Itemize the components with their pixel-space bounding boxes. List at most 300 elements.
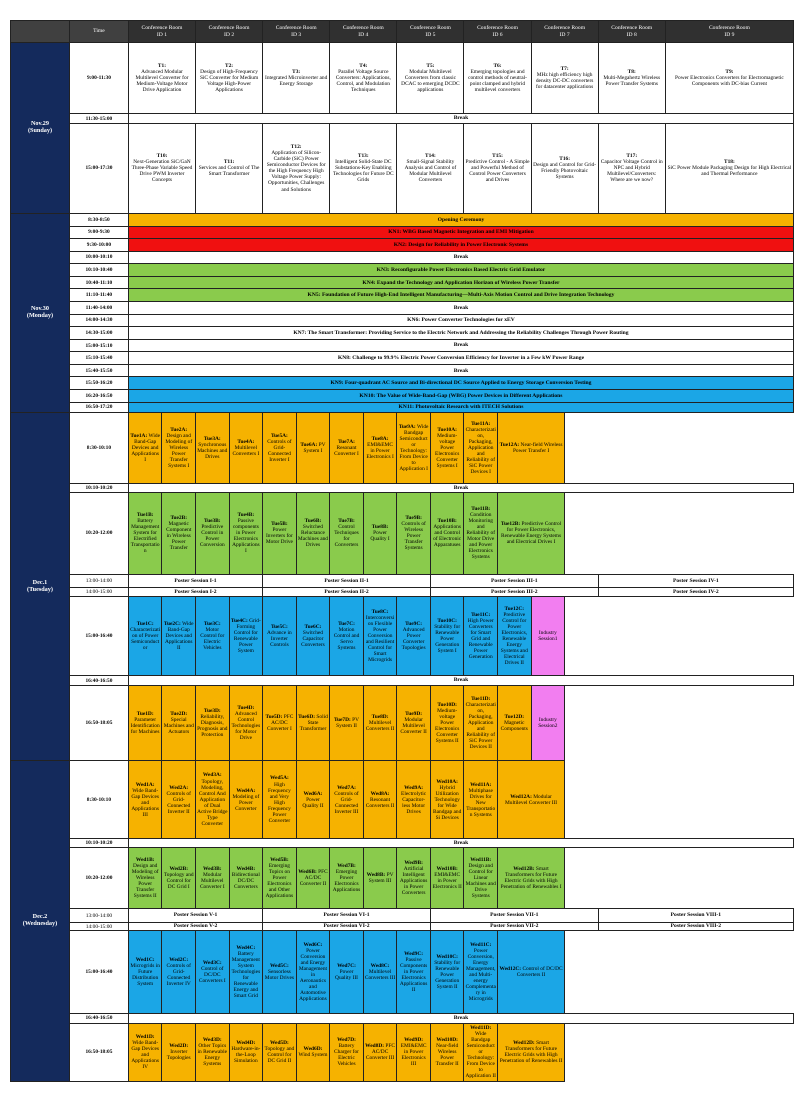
session-cell[interactable] (128, 1023, 162, 1081)
poster-session[interactable]: Poster Session II-2 (263, 588, 431, 596)
day-label (11, 413, 70, 761)
session-cell[interactable] (363, 848, 397, 909)
session-title: Passive components in Power Electronics Applications I (232, 518, 260, 555)
poster-session[interactable]: Poster Session VII-1 (430, 909, 598, 923)
header-room: Conference Room ID 9 (665, 21, 793, 43)
session-code: T10: (156, 153, 168, 160)
full-width-session[interactable]: Break (128, 676, 793, 685)
session-cell[interactable] (229, 685, 263, 761)
session-cell[interactable] (330, 413, 364, 484)
schedule-row (11, 377, 794, 390)
session-title: EMI&EMC in Power Electronics III (400, 1043, 427, 1068)
full-width-session[interactable]: KN4: Expand the Technology and Application Horizon of Wireless Power Transfer (128, 276, 793, 289)
session-cell[interactable] (430, 685, 464, 761)
session-title: Control of DC/DC Converters I (198, 966, 226, 985)
session-title: Magnetic Component in Wireless Power Transfer (166, 521, 192, 552)
session-cell[interactable] (128, 761, 162, 839)
time-slot: 16:20-16:50 (69, 390, 128, 403)
session-cell[interactable] (430, 761, 464, 839)
session-title: Predictive Control in Power Conversion (199, 524, 225, 549)
schedule-table (10, 20, 794, 1082)
full-width-session[interactable]: KN7: The Smart Transformer: Providing Service to the Electric Network and Addressing the Reliability Challenges Through Power Routing (128, 327, 793, 340)
session-code: Wed3D: (202, 1037, 222, 1044)
session-cell[interactable] (263, 931, 297, 1014)
session-cell[interactable] (598, 43, 665, 114)
session-title: Advanced Power Converter Topologies (401, 626, 426, 652)
session-cell[interactable] (128, 413, 162, 484)
session-cell[interactable] (330, 848, 364, 909)
session-code: Wed1A: (135, 781, 155, 788)
session-title: Multilevel Converters II (365, 720, 395, 733)
session-title: Advanced Modular Multilevel Converter for Medium-Voltage Motor Drive Application (135, 69, 189, 94)
session-code: Tue6D: (298, 714, 316, 721)
session-code: Tue12A: (499, 442, 520, 449)
session-cell[interactable] (397, 413, 431, 484)
session-cell[interactable] (196, 492, 230, 574)
poster-session[interactable]: Poster Session VI-1 (263, 909, 431, 923)
schedule-row (11, 413, 794, 484)
session-code: Tue3B: (204, 518, 221, 525)
full-width-session[interactable]: Break (128, 484, 793, 492)
time-slot: 10:20-12:00 (69, 848, 128, 909)
session-code: Tue9B: (405, 515, 422, 522)
session-cell[interactable] (196, 1023, 230, 1081)
day-label (11, 43, 70, 214)
schedule-row (11, 114, 794, 123)
session-title: PFC AC/DC Converter III (365, 1043, 395, 1062)
poster-session[interactable]: Poster Session V-1 (128, 909, 262, 923)
session-title: Characterization, Packaging, Application and Reliability of SiC Power Devices II (465, 701, 496, 751)
session-title: Artificial Intelligent Applications in Power Converters (399, 866, 428, 897)
header-room: Conference Room ID 6 (464, 21, 531, 43)
session-code: Tue1C: (136, 620, 154, 627)
session-title: Condition Monitoring and Reliability of Motor Drive and Power Electronics Systems (466, 512, 496, 561)
header-empty (11, 21, 70, 43)
session-cell[interactable] (397, 1023, 431, 1081)
session-title: Controls of Grid-Connected Inverter II (166, 790, 191, 815)
session-cell[interactable] (162, 596, 196, 676)
session-cell[interactable] (430, 1023, 464, 1081)
header-row (11, 21, 794, 43)
session-title: Applications and Control of Electronic Apparatuses (433, 524, 462, 549)
session-cell[interactable] (229, 1023, 263, 1081)
day-label-line: (Tuesday) (27, 585, 53, 593)
session-title: Wide Band-Gap Devices and Applications IV (131, 1040, 160, 1071)
session-title: Power Quality I (370, 530, 390, 543)
session-title: PFC AC/DC Converter I (267, 714, 294, 733)
session-cell[interactable] (162, 848, 196, 909)
header-room: Conference Room ID 7 (531, 21, 598, 43)
session-cell[interactable] (229, 413, 263, 484)
time-slot: 15:00-16:40 (69, 931, 128, 1014)
session-title: Topology and Control for DC Grid I (163, 872, 194, 891)
session-title: Advance in Inverter Controls (267, 629, 292, 649)
session-code: Wed9D: (404, 1037, 424, 1044)
schedule-row (11, 1023, 794, 1081)
time-slot: 15:00-17:30 (69, 123, 128, 213)
full-width-session[interactable]: Break (128, 302, 793, 315)
session-cell[interactable] (464, 123, 531, 213)
session-code: Wed10B: (436, 866, 458, 873)
schedule-row (11, 574, 794, 588)
session-cell[interactable] (229, 492, 263, 574)
session-cell[interactable] (330, 43, 397, 114)
full-width-session[interactable]: Break (128, 364, 793, 377)
session-cell[interactable] (330, 596, 364, 676)
session-code: Wed1D: (135, 1034, 155, 1041)
header-room: Conference Room ID 8 (598, 21, 665, 43)
full-width-session[interactable]: KN5: Foundation of Future High-End Intelligent Manufacturing—Multi-Axis Motion Control and Drive Integration Technology (128, 289, 793, 302)
poster-session[interactable]: Poster Session IV-1 (598, 574, 793, 588)
session-cell[interactable] (531, 685, 565, 761)
session-cell[interactable] (498, 685, 532, 761)
session-cell[interactable] (330, 761, 364, 839)
session-cell[interactable] (464, 43, 531, 114)
session-cell[interactable] (397, 492, 431, 574)
session-cell[interactable] (330, 685, 364, 761)
time-slot: 13:00-14:00 (69, 909, 128, 923)
session-cell[interactable] (263, 413, 297, 484)
session-title: Interconversion Flexible Power Conversion and Resilient Control for Smart Microgrids (365, 614, 395, 664)
session-cell[interactable] (296, 1023, 330, 1081)
session-cell[interactable] (397, 685, 431, 761)
time-slot: 16:40-16:50 (69, 1014, 128, 1023)
session-cell[interactable] (430, 492, 464, 574)
session-title: Advanced Control Technologies for Motor Drive (231, 711, 261, 742)
session-code: Wed8C: (370, 963, 390, 970)
poster-session[interactable]: Poster Session VIII-1 (598, 909, 793, 923)
full-width-session[interactable]: Opening Ceremony (128, 213, 793, 226)
session-title: Characterization of Power Semiconductor (130, 626, 161, 652)
session-cell[interactable] (196, 761, 230, 839)
session-code: Wed11D: (470, 1025, 492, 1032)
session-cell[interactable] (498, 492, 565, 574)
session-cell[interactable] (397, 931, 431, 1014)
time-slot: 10:10-10:20 (69, 484, 128, 492)
session-cell[interactable] (196, 596, 230, 676)
session-title: SiC Power Module Packaging Design for High Electrical and Thermal Performance (667, 165, 792, 178)
session-title: Integrated Microinverter and Energy Storage (265, 75, 328, 88)
session-title: Emerging Power Electronics Applications (332, 869, 361, 894)
full-width-session[interactable]: KN11: Photovoltaic Research with ITECH Solutions (128, 402, 793, 412)
session-title: Electrolytic Capacitor-less Motor Drives (401, 790, 427, 815)
session-code: Wed6B: (298, 869, 317, 876)
session-title: Resonant Converter I (334, 445, 359, 458)
session-cell[interactable] (296, 596, 330, 676)
poster-session[interactable]: Poster Session II-1 (263, 574, 431, 588)
session-title: Design and Modeling of Wireless Power Transfer Systems I (165, 433, 193, 470)
session-cell[interactable] (464, 761, 498, 839)
schedule-row (11, 922, 794, 930)
poster-session[interactable]: Poster Session I-1 (128, 574, 262, 588)
session-code: Tue5D: (265, 714, 283, 721)
session-cell[interactable] (531, 596, 565, 676)
session-title: Microgrids in Future Distribution System (130, 963, 160, 988)
session-cell[interactable] (464, 596, 498, 676)
session-code: Wed4A: (236, 787, 256, 794)
session-code: T5: (426, 63, 435, 70)
session-cell[interactable] (128, 848, 162, 909)
session-cell[interactable] (162, 413, 196, 484)
session-title: Controls of Wireless Power Transfer Systems (401, 521, 426, 552)
session-code: T13: (357, 153, 369, 160)
poster-session[interactable]: Poster Session VI-2 (263, 922, 431, 930)
session-cell[interactable] (665, 43, 793, 114)
session-cell[interactable] (430, 931, 464, 1014)
session-cell[interactable] (263, 596, 297, 676)
session-cell[interactable] (263, 1023, 297, 1081)
session-code: Tue9C: (405, 620, 423, 627)
session-title: Power Inverters for Motor Drive (265, 527, 293, 546)
session-code: Tue6B: (304, 518, 322, 525)
session-cell[interactable] (128, 492, 162, 574)
session-title: Power Conversion, Energy Management, and Multi-energy Complementary in Microgrids (465, 948, 496, 1003)
session-cell[interactable] (128, 596, 162, 676)
day-label (11, 761, 70, 1082)
time-slot: 15:40-15:50 (69, 364, 128, 377)
session-cell[interactable] (598, 123, 665, 213)
session-cell[interactable] (363, 413, 397, 484)
session-cell[interactable] (531, 43, 598, 114)
session-title: Design and Control for Grid-Friendly Photovoltaic Systems (533, 162, 597, 181)
session-cell[interactable] (330, 1023, 364, 1081)
session-title: Wide Band-Gap Devices and Applications II (164, 620, 194, 652)
session-code: Tue11C: (471, 611, 491, 618)
session-title: Multilevel Converters I (232, 445, 260, 458)
session-cell[interactable] (296, 761, 330, 839)
session-cell[interactable] (229, 596, 263, 676)
session-cell[interactable] (162, 931, 196, 1014)
session-cell[interactable] (196, 413, 230, 484)
session-title: Switched Reluctance Machines and Drives (297, 524, 328, 549)
schedule-row (11, 364, 794, 377)
session-cell[interactable] (162, 492, 196, 574)
session-cell[interactable] (196, 931, 230, 1014)
session-cell[interactable] (263, 848, 297, 909)
session-code: Wed3B: (203, 866, 222, 873)
session-cell[interactable] (128, 43, 195, 114)
time-slot: 16:50-18:05 (69, 1023, 128, 1081)
session-cell[interactable] (229, 761, 263, 839)
session-cell[interactable] (464, 931, 498, 1014)
session-code: Tue12B: (500, 521, 521, 528)
header-room: Conference Room ID 4 (330, 21, 397, 43)
time-slot: 9:30-10:00 (69, 239, 128, 252)
poster-session[interactable]: Poster Session IV-2 (598, 588, 793, 596)
session-cell[interactable] (531, 123, 598, 213)
session-code: Tue2C: (163, 620, 181, 627)
day-label (11, 213, 70, 412)
session-title: Modular Multilevel Converter III (505, 793, 558, 806)
session-cell[interactable] (263, 123, 330, 213)
day-label-line: Dec.1 (32, 578, 48, 586)
time-slot: 11:10-11:40 (69, 289, 128, 302)
session-cell[interactable] (263, 43, 330, 114)
session-cell[interactable] (464, 1023, 498, 1081)
time-slot: 14:00-15:00 (69, 922, 128, 930)
session-cell[interactable] (196, 43, 263, 114)
session-cell[interactable] (397, 848, 431, 909)
session-cell[interactable] (397, 596, 431, 676)
session-cell[interactable] (498, 761, 565, 839)
session-code: Wed10C: (436, 954, 458, 961)
session-title: Wide Band-Gap Devices and Applications III (131, 787, 160, 818)
session-title: Resonant Converters II (365, 796, 395, 809)
poster-session[interactable]: Poster Session I-2 (128, 588, 262, 596)
session-cell[interactable] (162, 761, 196, 839)
session-code: Wed3C: (202, 960, 222, 967)
session-title: Controls of Grid-Connected Inverter I (267, 439, 292, 464)
session-cell[interactable] (330, 931, 364, 1014)
session-cell[interactable] (128, 123, 195, 213)
session-code: T7: (560, 66, 569, 73)
session-code: Tue12D: (504, 714, 525, 721)
session-cell[interactable] (430, 413, 464, 484)
session-title: Synchronous Machines and Drives (197, 442, 228, 461)
session-cell[interactable] (296, 413, 330, 484)
session-cell[interactable] (296, 931, 330, 1014)
session-code: Tue3A: (203, 436, 221, 443)
session-cell[interactable] (363, 492, 397, 574)
schedule-row (11, 264, 794, 277)
session-cell[interactable] (229, 848, 263, 909)
session-cell[interactable] (330, 123, 397, 213)
session-code: T9: (725, 69, 734, 76)
session-cell[interactable] (498, 413, 565, 484)
session-cell[interactable] (397, 123, 464, 213)
full-width-session[interactable]: Break (128, 251, 793, 264)
full-width-session[interactable]: KN8: Challenge to 99.9% Electric Power Conversion Efficiency for Inverter in a Few kW Power Range (128, 352, 793, 365)
full-width-session[interactable]: KN3: Reconfigurable Power Electronics Based Electric Grid Emulator (128, 264, 793, 277)
session-title: Control Techniques for Converters (334, 524, 359, 549)
schedule-row (11, 390, 794, 403)
schedule-row (11, 596, 794, 676)
session-code: Wed10A: (436, 778, 458, 785)
schedule-row (11, 352, 794, 365)
session-cell[interactable] (363, 1023, 397, 1081)
session-cell[interactable] (363, 931, 397, 1014)
session-title: Power Electronics Converters for Electromagnetic Components with DC-bias Current (675, 75, 784, 88)
session-code: Tue4A: (237, 439, 255, 446)
session-cell[interactable] (498, 596, 532, 676)
schedule-row (11, 848, 794, 909)
session-code: Wed2A: (169, 784, 189, 791)
header-room: Conference Room ID 5 (397, 21, 464, 43)
session-cell[interactable] (464, 848, 498, 909)
session-title: Magnetic Components (500, 720, 528, 733)
session-cell[interactable] (498, 1023, 565, 1081)
session-cell[interactable] (464, 492, 498, 574)
full-width-session[interactable]: KN2: Design for Reliability in Power Electronic Systems (128, 239, 793, 252)
session-cell[interactable] (363, 761, 397, 839)
full-width-session[interactable]: KN10: The Value of Wide-Band-Gap (WBG) Power Devices in Different Applications (128, 390, 793, 403)
session-code: Tue10A: (437, 427, 457, 434)
session-title: MHz high efficiency high density DC-DC converters for datacenter applications (535, 72, 594, 91)
full-width-session[interactable]: KN6: Power Converter Technologies for xEV (128, 314, 793, 327)
session-code: T6: (493, 63, 502, 70)
session-code: Tue7C: (338, 620, 355, 627)
session-code: Wed9B: (404, 860, 423, 867)
session-cell[interactable] (128, 931, 162, 1014)
poster-session[interactable]: Poster Session III-1 (430, 574, 598, 588)
session-code: T15: (492, 153, 503, 160)
session-cell[interactable] (665, 123, 793, 213)
session-cell[interactable] (229, 931, 263, 1014)
schedule-row (11, 484, 794, 492)
session-code: T11: (223, 159, 235, 166)
session-cell[interactable] (330, 492, 364, 574)
session-cell[interactable] (464, 685, 498, 761)
session-code: Tue9A: (398, 424, 416, 431)
full-width-session[interactable]: Break (128, 114, 793, 123)
full-width-session[interactable]: Break (128, 838, 793, 847)
session-title: Application of Silicon-Carbide (SiC) Power Semiconductor Devices for the High Frequency High Voltage Power Supply: Opportunities, Challenges and Solutions (266, 150, 326, 193)
session-code: Tue3C: (203, 620, 221, 627)
session-cell[interactable] (263, 685, 297, 761)
session-cell[interactable] (162, 1023, 196, 1081)
session-title: Switched Capacitor Converters (301, 629, 325, 649)
session-code: Tue5C: (270, 623, 288, 630)
session-cell[interactable] (430, 596, 464, 676)
session-cell[interactable] (128, 685, 162, 761)
session-code: Wed5B: (270, 857, 289, 864)
session-cell[interactable] (363, 596, 397, 676)
session-code: Wed7B: (337, 863, 356, 870)
session-cell[interactable] (363, 685, 397, 761)
header-room: Conference Room ID 2 (196, 21, 263, 43)
session-code: Tue8A: (371, 436, 389, 443)
session-cell[interactable] (296, 492, 330, 574)
session-title: Reliability, Diagnosis, Prognosis and Protection (197, 714, 228, 739)
session-cell[interactable] (196, 685, 230, 761)
session-cell[interactable] (296, 848, 330, 909)
session-cell[interactable] (296, 685, 330, 761)
time-slot: 8:30-8:50 (69, 213, 128, 226)
session-title: Capacitor Voltage Control in NPC and Hybrid Multilevel/Converters: Where are we now? (600, 159, 663, 184)
session-title: Medium-voltage Power Electronics Converter Systems II (435, 707, 460, 745)
session-cell[interactable] (464, 413, 498, 484)
session-cell[interactable] (397, 761, 431, 839)
poster-session[interactable]: Poster Session VIII-2 (598, 922, 793, 930)
poster-session[interactable]: Poster Session V-2 (128, 922, 262, 930)
session-title: Small-Signal Stability Analysis and Control of Modular Multilevel Converters (404, 159, 457, 184)
session-code: Tue8D: (371, 714, 389, 721)
session-cell[interactable] (263, 492, 297, 574)
session-cell[interactable] (196, 848, 230, 909)
session-cell[interactable] (397, 43, 464, 114)
full-width-session[interactable]: Break (128, 1014, 793, 1023)
full-width-session[interactable]: KN9: Four-quadrant AC Source and Bi-directional DC Source Applied to Energy Storage Conversion Testing (128, 377, 793, 390)
session-cell[interactable] (498, 848, 565, 909)
session-cell[interactable] (162, 685, 196, 761)
schedule-row (11, 123, 794, 213)
session-code: Wed12A: (510, 793, 532, 800)
full-width-session[interactable]: KN1: WBG Based Magnetic Integration and EMI Mitigation (128, 226, 793, 239)
session-cell[interactable] (263, 761, 297, 839)
session-code: Wed9C: (404, 951, 424, 958)
session-code: Wed5C: (269, 963, 289, 970)
poster-session[interactable]: Poster Session VII-2 (430, 922, 598, 930)
full-width-session[interactable]: Break (128, 339, 793, 352)
session-cell[interactable] (430, 848, 464, 909)
session-title: Grid-Forming Control for Renewable Power System (233, 617, 261, 655)
session-cell[interactable] (196, 123, 263, 213)
session-code: Tue10D: (437, 701, 457, 708)
schedule-row (11, 226, 794, 239)
session-cell[interactable] (498, 931, 565, 1014)
poster-session[interactable]: Poster Session III-2 (430, 588, 598, 596)
session-code: T17: (626, 153, 638, 160)
